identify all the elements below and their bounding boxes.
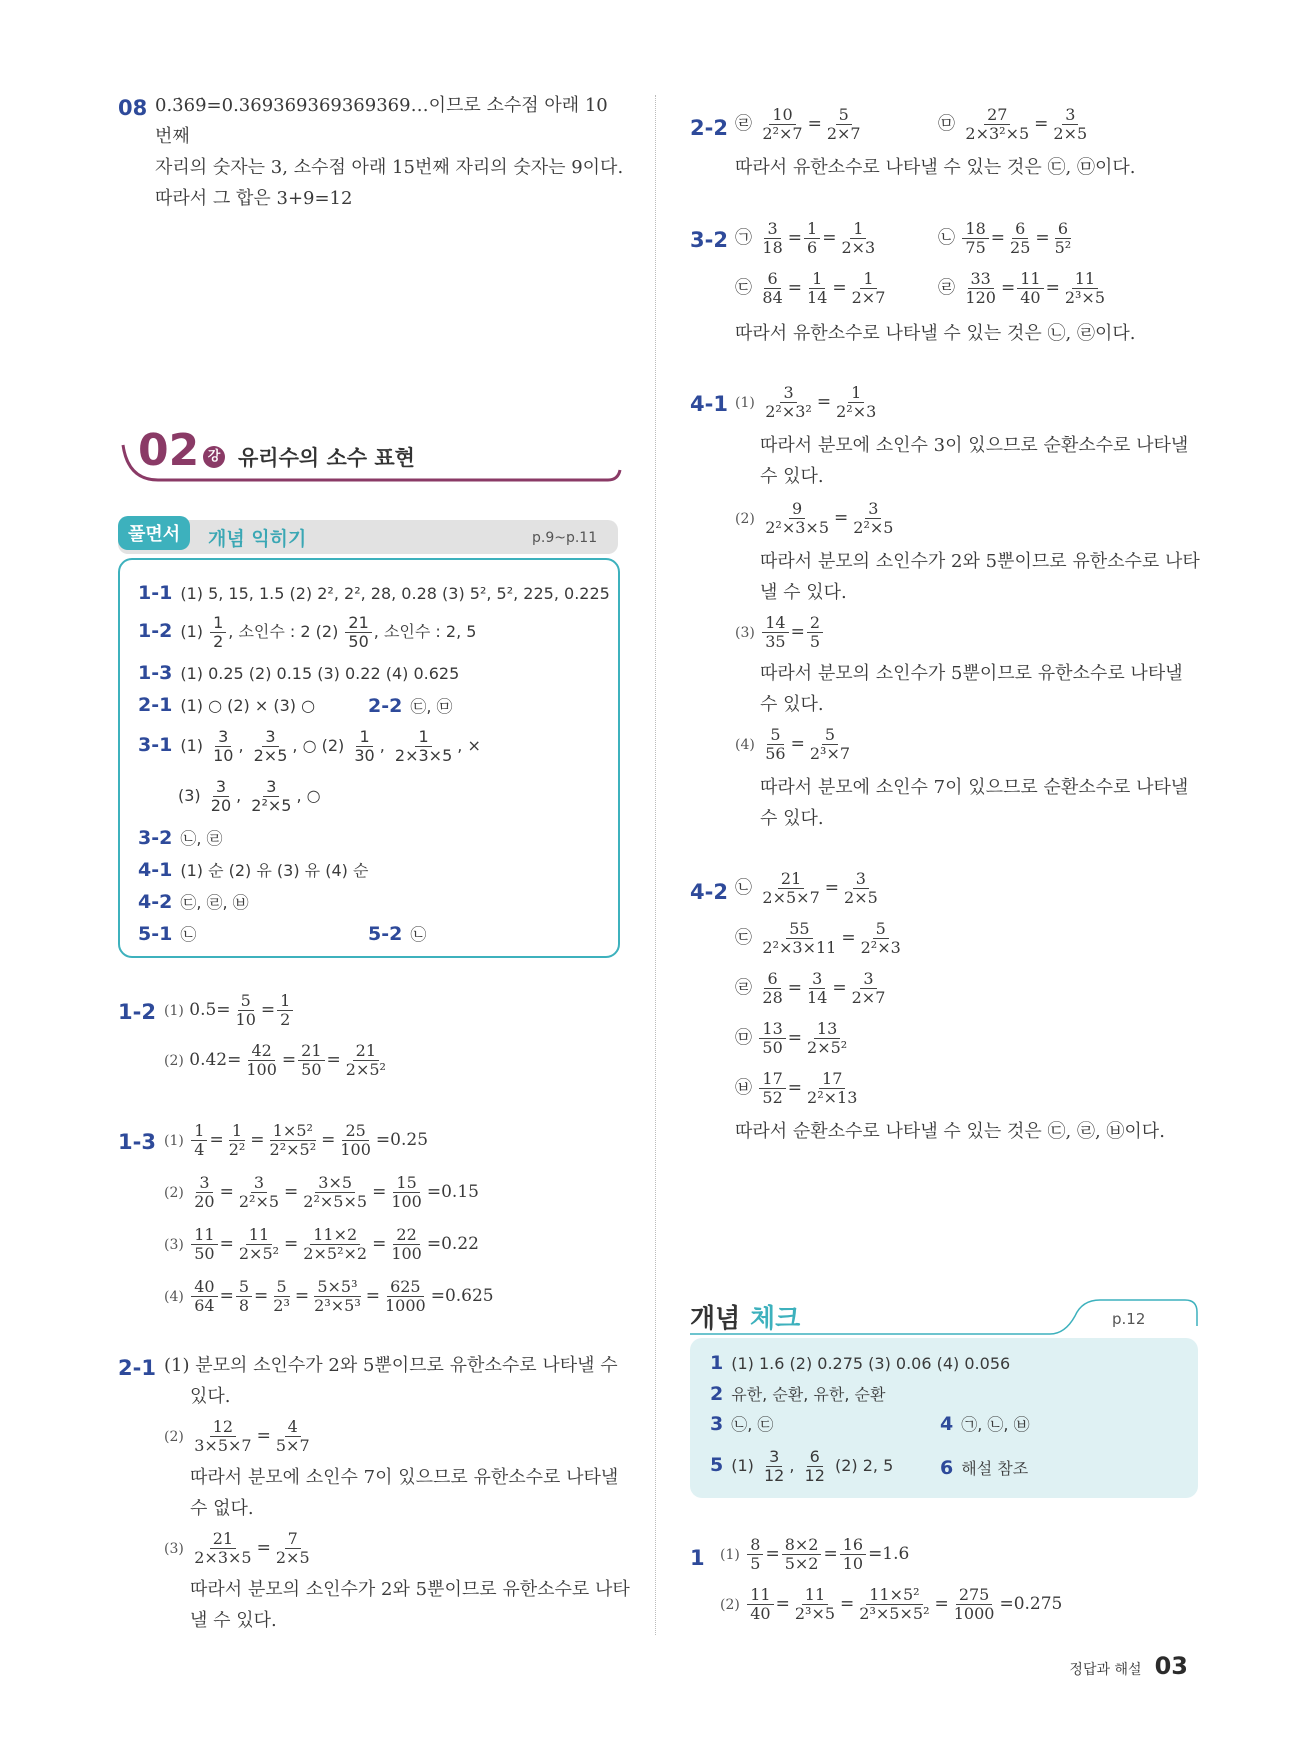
lesson-badge: 강 xyxy=(203,446,225,468)
sol-4-1-t1b: 수 있다. xyxy=(760,466,824,487)
sol-4-1-p4: (4) $\frac{5}{56}$ = $\frac{5}{\text{2³×7}}$ xyxy=(735,725,851,763)
sol-1-line2: (2) $\frac{11}{40}$ = $\frac{11}{\text{2³×5}}$ = $\frac{\text{11×5²}}{\text{2³×5×5²}}$ = $\frac{275}{1000}$ =0.275 xyxy=(720,1585,1063,1623)
check-page: p.12 xyxy=(1112,1310,1146,1328)
sol-3-2-a: ㉠ $\frac{3}{18}$ = $\frac{1}{6}$ = $\frac{1}{2\times 3}$ xyxy=(735,219,876,257)
answer-3-2: 3-2 ㉡, ㉣ xyxy=(138,827,223,849)
column-divider xyxy=(655,95,657,1635)
sol-4-2-a: ㉡ $\frac{21}{2\times 5\times 7}$ = $\frac{3}{2\times 5}$ xyxy=(735,869,878,907)
sol-4-1-t3a: 따라서 분모의 소인수가 5뿐이므로 유한소수로 나타낼 xyxy=(760,663,1183,684)
sol-2-1-line1b: 있다. xyxy=(190,1386,231,1407)
check-row-4: 4 ㉠, ㉡, ㉥ xyxy=(940,1413,1030,1435)
sol-4-1-t2a: 따라서 분모의 소인수가 2와 5뿐이므로 유한소수로 나타 xyxy=(760,551,1200,572)
q08-text: 0.3̇69̇=0.369369369369369…이므로 소수점 아래 10번째 자리의 숫자는 3, 소수점 아래 15번째 자리의 숫자는 9이다. 따라서 그 합은 3+9=12 xyxy=(155,95,624,209)
section-tag: 풀면서 xyxy=(118,516,190,550)
sol-2-2-b: ㉤ $\frac{27}{\text{2×3²×5}}$ = $\frac{3}{2\times 5}$ xyxy=(938,105,1088,143)
sol-3-2-b: ㉡ $\frac{18}{75}$ = $\frac{6}{25}$ = $\frac{6}{\text{5²}}$ xyxy=(938,219,1072,257)
sol-2-1-text3b: 낼 수 있다. xyxy=(190,1610,277,1631)
sol-2-2-text: 따라서 유한소수로 나타낼 수 있는 것은 ㉢, ㉤이다. xyxy=(735,157,1136,178)
answer-2-2: 2-2 ㉢, ㉤ xyxy=(368,695,453,717)
check-row-3: 3 ㉡, ㉢ xyxy=(710,1413,774,1435)
answer-2-1: 2-1 (1) ○ (2) × (3) ○ xyxy=(138,694,316,716)
sol-1-3-line3: (3) $\frac{11}{50}$ = $\frac{11}{\text{2×5²}}$ = $\frac{11\times 2}{\text{2×5²×2}}$ = $\frac{22}{100}$ =0.22 xyxy=(164,1225,479,1263)
check-title-b: 체크 xyxy=(750,1304,801,1334)
footer-label: 정답과 해설 xyxy=(1069,1662,1142,1678)
sol-2-1-line2: (2) $\frac{12}{3\times 5\times 7}$ = $\frac{4}{5\times 7}$ xyxy=(164,1417,310,1455)
sol-1-3-line4: (4) $\frac{40}{64}$ = $\frac{5}{8}$ = $\frac{5}{\text{2³}}$ = $\frac{\text{5×5³}}{\text{2³×5³}}$ = $\frac{625}{1000}$ =0.625 xyxy=(164,1277,494,1315)
solution-number: 3-2 xyxy=(690,228,728,252)
sol-1-3-line2: (2) $\frac{3}{20}$ = $\frac{3}{\text{2²×5}}$ = $\frac{3\times 5}{\text{2²×5×5}}$ = $\frac{15}{100}$ =0.15 xyxy=(164,1173,479,1211)
lesson-number: 02 xyxy=(138,425,200,476)
sol-4-1-t4b: 수 있다. xyxy=(760,808,824,829)
sol-2-1-line3: (3) $\frac{21}{2\times 3\times 5}$ = $\frac{7}{2\times 5}$ xyxy=(164,1529,310,1567)
sol-1-line1: (1) $\frac{8}{5}$ = $\frac{8\times 2}{5\times 2}$ = $\frac{16}{10}$ =1.6 xyxy=(720,1535,910,1573)
sol-4-2-e: ㉥ $\frac{17}{52}$ = $\frac{17}{\text{2²×13}}$ xyxy=(735,1069,858,1107)
solution-number: 2-1 xyxy=(118,1356,156,1380)
answer-3-1-3: (3) $\frac{3}{20}$ , $\frac{3}{\text{2²×5}}$ , ○ xyxy=(178,777,321,815)
answer-4-2: 4-2 ㉢, ㉣, ㉥ xyxy=(138,891,249,913)
solution-number: 2-2 xyxy=(690,116,728,140)
sol-4-1-t1a: 따라서 분모에 소인수 3이 있으므로 순환소수로 나타낼 xyxy=(760,435,1189,456)
section-title: 개념 익히기 xyxy=(208,528,307,550)
sol-4-1-t2b: 낼 수 있다. xyxy=(760,582,847,603)
solution-number: 4-1 xyxy=(690,392,728,416)
check-row-5: 5 (1) $\frac{3}{12}$ , $\frac{6}{12}$ (2) 2, 5 xyxy=(710,1447,894,1485)
answer-5-2: 5-2 ㉡ xyxy=(368,923,427,945)
page-number: 03 xyxy=(1154,1652,1188,1680)
sol-4-2-d: ㉤ $\frac{13}{50}$ = $\frac{13}{\text{2×5²}}$ xyxy=(735,1019,848,1057)
answer-5-1: 5-1 ㉡ xyxy=(138,923,197,945)
section-pages: p.9~p.11 xyxy=(532,530,598,546)
question-number: 08 xyxy=(118,96,148,120)
solution-number: 1-2 xyxy=(118,1000,156,1024)
sol-2-1-line1: (1) 분모의 소인수가 2와 5뿐이므로 유한소수로 나타낼 수 xyxy=(164,1355,618,1376)
answer-1-3: 1-3 (1) 0.25 (2) 0.15 (3) 0.22 (4) 0.625 xyxy=(138,662,460,684)
check-row-6: 6 해설 참조 xyxy=(940,1457,1029,1479)
sol-4-1-t3b: 수 있다. xyxy=(760,694,824,715)
sol-3-2-d: ㉣ $\frac{33}{120}$ = $\frac{11}{40}$ = $\frac{11}{\text{2³×5}}$ xyxy=(938,269,1105,307)
sol-4-2-b: ㉢ $\frac{55}{\text{2²×3×11}}$ = $\frac{5}{\text{2²×3}}$ xyxy=(735,919,901,957)
sol-2-1-text3a: 따라서 분모의 소인수가 2와 5뿐이므로 유한소수로 나타 xyxy=(190,1579,630,1600)
sol-3-2-text: 따라서 유한소수로 나타낼 수 있는 것은 ㉡, ㉣이다. xyxy=(735,323,1136,344)
answer-4-1: 4-1 (1) 순 (2) 유 (3) 유 (4) 순 xyxy=(138,859,369,881)
answer-1-1: 1-1 (1) 5, 15, 1.5 (2) 2², 2², 28, 0.28 (3) 5², 5², 225, 0.225 xyxy=(138,582,610,604)
check-title-a: 개념 xyxy=(690,1304,741,1334)
sol-1-2-line2: (2) 0.42= $\frac{42}{100}$ = $\frac{21}{50}$ = $\frac{21}{\text{2×5²}}$ xyxy=(164,1041,386,1079)
sol-1-3-line1: (1) $\frac{1}{4}$ = $\frac{1}{\text{2²}}$ = $\frac{\text{1×5²}}{\text{2²×5²}}$ = $\frac{25}{100}$ =0.25 xyxy=(164,1121,429,1159)
lesson-title: 유리수의 소수 표현 xyxy=(238,446,415,470)
answer-1-2: 1-2 (1) $\frac{1}{2}$ , 소인수 : 2 (2) $\frac{21}{50}$ , 소인수 : 2, 5 xyxy=(138,613,477,651)
sol-2-1-text2a: 따라서 분모에 소인수 7이 있으므로 유한소수로 나타낼 xyxy=(190,1467,619,1488)
sol-4-1-t4a: 따라서 분모에 소인수 7이 있으므로 순환소수로 나타낼 xyxy=(760,777,1189,798)
check-row-2: 2 유한, 순환, 유한, 순환 xyxy=(710,1383,886,1405)
solution-number: 4-2 xyxy=(690,880,728,904)
sol-4-1-p1: (1) $\frac{3}{\text{2²×3²}}$ = $\frac{1}{\text{2²×3}}$ xyxy=(735,383,877,421)
solution-number: 1 xyxy=(690,1546,705,1570)
check-row-1: 1 (1) 1.6 (2) 0.275 (3) 0.06 (4) 0.056 xyxy=(710,1352,1011,1374)
sol-4-1-p3: (3) $\frac{14}{35}$ = $\frac{2}{5}$ xyxy=(735,614,825,651)
sol-4-2-text: 따라서 순환소수로 나타낼 수 있는 것은 ㉢, ㉣, ㉥이다. xyxy=(735,1121,1165,1142)
sol-2-2-a: ㉣ $\frac{10}{\text{2²×7}}$ = $\frac{5}{2\times 7}$ xyxy=(735,105,861,143)
sol-4-1-p2: (2) $\frac{9}{\text{2²×3×5}}$ = $\frac{3}{\text{2²×5}}$ xyxy=(735,499,894,537)
sol-3-2-c: ㉢ $\frac{6}{84}$ = $\frac{1}{14}$ = $\frac{1}{2\times 7}$ xyxy=(735,269,886,307)
sol-1-2-line1: (1) 0.5= $\frac{5}{10}$ = $\frac{1}{2}$ xyxy=(164,992,295,1029)
page-footer xyxy=(1069,1652,1188,1680)
answer-3-1: 3-1 (1) $\frac{3}{10}$ , $\frac{3}{2\times 5}$ , ○ (2) $\frac{1}{30}$ , $\frac{1}{2\times 3\times 5}$ , × xyxy=(138,727,481,765)
sol-4-2-c: ㉣ $\frac{6}{28}$ = $\frac{3}{14}$ = $\frac{3}{2\times 7}$ xyxy=(735,969,886,1007)
solution-number: 1-3 xyxy=(118,1130,156,1154)
sol-2-1-text2b: 수 없다. xyxy=(190,1498,254,1519)
